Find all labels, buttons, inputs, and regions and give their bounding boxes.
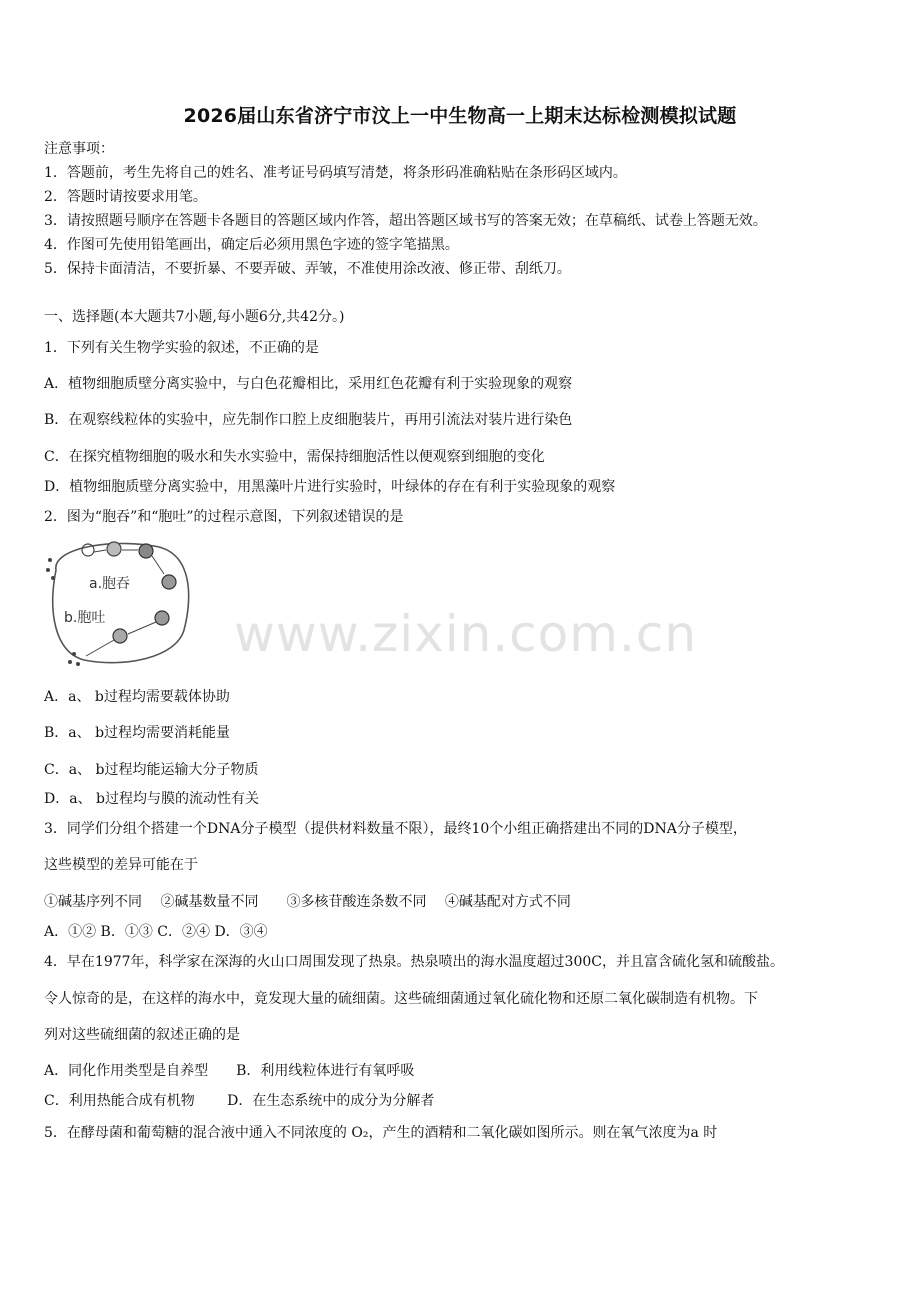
q4-stem-line3: 列对这些硫细菌的叙述正确的是 xyxy=(44,1027,240,1043)
q2-option-d: D．a、 b过程均与膜的流动性有关 xyxy=(44,791,259,807)
particle-dot xyxy=(72,652,76,656)
q1-option-b: B．在观察线粒体的实验中，应先制作口腔上皮细胞装片，再用引流法对装片进行染色 xyxy=(44,412,573,428)
particle-dot xyxy=(68,660,72,664)
particle-dot xyxy=(48,558,52,562)
q4-stem-line2: 令人惊奇的是，在这样的海水中，竟发现大量的硫细菌。这些硫细菌通过氧化硫化物和还原二氧化碳制造有机物。下 xyxy=(44,991,758,1007)
q2-option-a: A．a、 b过程均需要载体协助 xyxy=(44,689,230,705)
watermark: www.zixin.com.cn xyxy=(234,605,698,663)
vesicle-4 xyxy=(162,575,176,589)
particle-dot xyxy=(76,662,80,666)
notice-item-3: 3．请按照题号顺序在答题卡各题目的答题区域内作答，超出答题区域书写的答案无效；在草稿纸、试卷上答题无效。 xyxy=(44,213,767,229)
notice-item-4: 4．作图可先使用铅笔画出，确定后必须用黑色字迹的签字笔描黑。 xyxy=(44,237,459,253)
section-heading: 一、选择题(本大题共7小题,每小题6分,共42分。) xyxy=(44,309,345,325)
q5-stem: 5．在酵母菌和葡萄糖的混合液中通入不同浓度的 O₂，产生的酒精和二氧化碳如图所示。则在氧气浓度为a 时 xyxy=(44,1125,718,1141)
cell-membrane xyxy=(53,543,189,662)
notice-heading: 注意事项： xyxy=(44,141,114,157)
q4-options-row1: A．同化作用类型是自养型 B．利用线粒体进行有氧呼吸 xyxy=(44,1063,415,1079)
notice-item-2: 2．答题时请按要求用笔。 xyxy=(44,189,207,205)
vesicle-5 xyxy=(155,611,169,625)
q4-options-row2: C．利用热能合成有机物 D．在生态系统中的成分为分解者 xyxy=(44,1093,435,1109)
particle-dot xyxy=(51,576,55,580)
notice-item-1: 1．答题前，考生先将自己的姓名、准考证号码填写清楚，将条形码准确粘贴在条形码区域内。 xyxy=(44,165,627,181)
q3-options: A．①② B．①③ C．②④ D．③④ xyxy=(44,924,268,940)
vesicle-6 xyxy=(113,629,127,643)
q1-option-d: D．植物细胞质壁分离实验中，用黑藻叶片进行实验时，叶绿体的存在有利于实验现象的观察 xyxy=(44,479,616,495)
vesicle-3 xyxy=(139,544,153,558)
q3-choices: ①碱基序列不同 ②碱基数量不同 ③多核苷酸连条数不同 ④碱基配对方式不同 xyxy=(44,894,571,910)
q1-stem: 1．下列有关生物学实验的叙述，不正确的是 xyxy=(44,340,319,356)
q3-stem-line1: 3．同学们分组个搭建一个DNA分子模型（提供材料数量不限），最终10个小组正确搭建出不同的DNA分子模型， xyxy=(44,821,747,837)
q2-option-b: B．a、 b过程均需要消耗能量 xyxy=(44,725,231,741)
q2-stem: 2．图为“胞吞”和“胞吐”的过程示意图，下列叙述错误的是 xyxy=(44,509,404,525)
vesicle-2 xyxy=(107,542,121,556)
figure-label-a: a.胞吞 xyxy=(89,576,131,592)
page-title: 2026届山东省济宁市汶上一中生物高一上期末达标检测模拟试题 xyxy=(183,105,737,127)
q4-stem-line1: 4．早在1977年，科学家在深海的火山口周围发现了热泉。热泉喷出的海水温度超过300C，并且富含硫化氢和硫酸盐。 xyxy=(44,954,784,970)
notice-item-5: 5．保持卡面清洁，不要折暴、不要弄破、弄皱，不准使用涂改液、修正带、刮纸刀。 xyxy=(44,261,571,277)
q1-option-a: A．植物细胞质壁分离实验中，与白色花瓣相比，采用红色花瓣有利于实验现象的观察 xyxy=(44,376,573,392)
q1-option-c: C．在探究植物细胞的吸水和失水实验中，需保持细胞活性以便观察到细胞的变化 xyxy=(44,449,545,465)
q3-stem-line2: 这些模型的差异可能在于 xyxy=(44,857,198,873)
vesicle-1 xyxy=(82,544,94,556)
endocytosis-exocytosis-figure xyxy=(44,540,194,670)
q2-option-c: C．a、 b过程均能运输大分子物质 xyxy=(44,762,259,778)
figure-label-b: b.胞吐 xyxy=(64,610,106,626)
particle-dot xyxy=(46,568,50,572)
